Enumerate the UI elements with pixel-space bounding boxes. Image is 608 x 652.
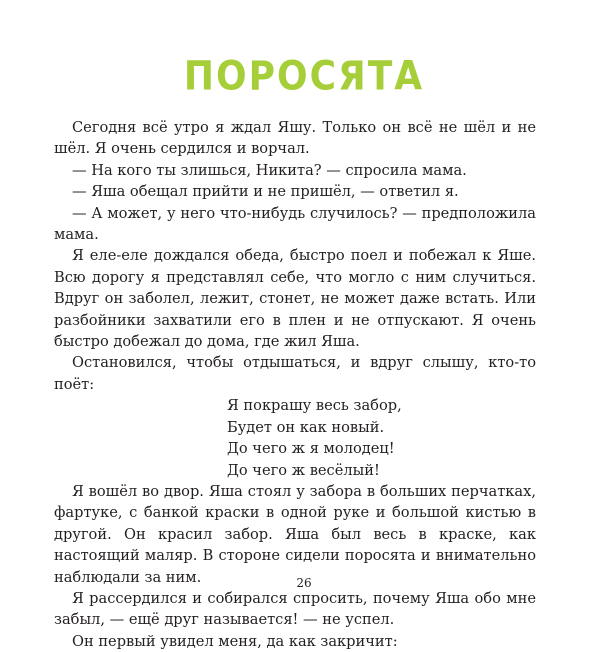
poem-line: До чего ж я молодец! xyxy=(227,440,395,458)
paragraph: Я рассердился и собирался спросить, почему Яша обо мне забыл, — ещё друг называется! — не успел. xyxy=(54,589,536,629)
paragraph: Сегодня всё утро я ждал Яшу. Только он всё не шёл и не шёл. Я очень сердился и ворчал. xyxy=(54,119,536,158)
poem-line: Я покрашу весь забор, xyxy=(227,397,402,415)
page-title: ПОРОСЯТА xyxy=(183,53,425,100)
paragraph: — На кого ты злишься, Никита? — спросила мама. xyxy=(72,161,467,179)
story-text xyxy=(54,117,536,652)
paragraph: — А может, у него что-нибудь случилось? — предположила мама. xyxy=(54,204,536,244)
paragraph: Я вошёл во двор. Яша стоял у забора в больших перчатках, фартуке, с банкой краски в одной руке и большой кистью в другой. Он красил забор. Яша был весь в краске, как настоящий маляр. В стороне сидели поросята и внимательно наблюдали за ним. xyxy=(54,482,536,586)
poem-line: Будет он как новый. xyxy=(227,418,385,436)
poem-line: До чего ж весёлый! xyxy=(227,461,380,479)
paragraph: Я еле-еле дождался обеда, быстро поел и побежал к Яше. Всю дорогу я представлял себе, что могло с ним случиться. Вдруг он заболел, лежит, стонет, не может даже встать. Или разбойники захватили его в плен и не отпускают. Я очень быстро добежал до дома, где жил Яша. xyxy=(54,247,536,351)
paragraph: — Яша обещал прийти и не пришёл, — ответил я. xyxy=(72,183,459,201)
paragraph: Он первый увидел меня, да как закричит: xyxy=(72,632,398,650)
paragraph: Остановился, чтобы отдышаться, и вдруг слышу, кто-то поёт: xyxy=(54,354,536,393)
poem xyxy=(54,395,536,481)
page-number: 26 xyxy=(296,576,312,590)
